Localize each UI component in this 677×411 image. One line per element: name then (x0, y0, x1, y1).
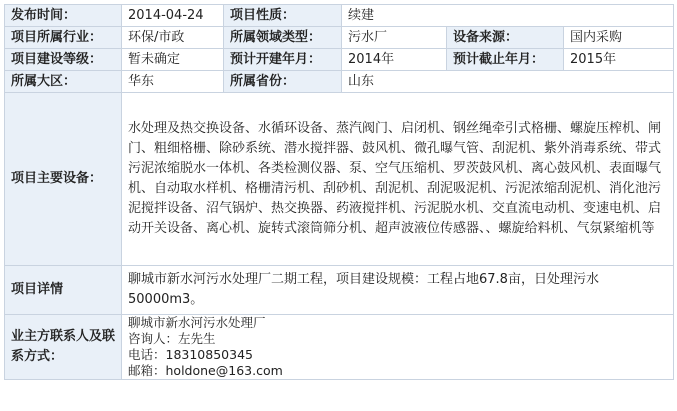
contact-value (122, 315, 674, 380)
main-equipment-label: 项目主要设备： (5, 93, 122, 266)
province-value: 山东 (342, 71, 674, 93)
contact-email: 邮箱：holdone@163.com (128, 363, 283, 378)
table-row (5, 49, 674, 71)
table-row (5, 315, 674, 380)
contact-phone: 电话：18310850345 (128, 347, 253, 362)
construction-level-label: 项目建设等级： (5, 49, 122, 71)
equipment-source-value: 国内采购 (564, 27, 674, 49)
publish-time-label: 发布时间： (5, 5, 122, 27)
province-label: 所属省份： (224, 71, 342, 93)
region-value: 华东 (122, 71, 224, 93)
planned-start-value: 2014年 (342, 49, 447, 71)
project-nature-value: 续建 (342, 5, 674, 27)
planned-end-value: 2015年 (564, 49, 674, 71)
details-label: 项目详情 (5, 266, 122, 315)
contact-person: 咨询人：左先生 (128, 331, 216, 346)
construction-level-value: 暂未确定 (122, 49, 224, 71)
project-info-table (4, 4, 674, 380)
details-value: 聊城市新水河污水处理厂二期工程，项目建设规模：工程占地67.8亩，日处理污水50000m3。 (122, 266, 674, 315)
table-row (5, 27, 674, 49)
table-row (5, 71, 674, 93)
domain-type-value: 污水厂 (342, 27, 447, 49)
main-equipment-value: 水处理及热交换设备、水循环设备、蒸汽阀门、启闭机、钢丝绳牵引式格栅、螺旋压榨机、闸门、粗细格栅、除砂系统、潜水搅拌器、鼓风机、微孔曝气管、刮泥机、紫外消毒系统、带式污泥浓缩脱水一体机、各类检测仪器、泵、空气压缩机、罗茨鼓风机、离心鼓风机、表面曝气机、自动取水样机、格栅清污机、刮砂机、刮泥机、刮泥吸泥机、污泥浓缩刮泥机、消化池污泥搅拌设备、沼气锅炉、热交换器、药液搅拌机、污泥脱水机、交直流电动机、变速电机、启动开关设备、离心机、旋转式滚筒筛分机、超声波液位传感器、、螺旋给料机、气氛紧缩机等 (122, 93, 674, 266)
table-row (5, 266, 674, 315)
contact-label: 业主方联系人及联系方式： (5, 315, 122, 380)
industry-value: 环保/市政 (122, 27, 224, 49)
industry-label: 项目所属行业： (5, 27, 122, 49)
publish-time-value: 2014-04-24 (122, 5, 224, 27)
region-label: 所属大区： (5, 71, 122, 93)
contact-org: 聊城市新水河污水处理厂 (128, 315, 266, 330)
table-row (5, 93, 674, 266)
planned-end-label: 预计截止年月： (447, 49, 564, 71)
planned-start-label: 预计开建年月： (224, 49, 342, 71)
table-row (5, 5, 674, 27)
project-nature-label: 项目性质： (224, 5, 342, 27)
domain-type-label: 所属领域类型： (224, 27, 342, 49)
equipment-source-label: 设备来源： (447, 27, 564, 49)
